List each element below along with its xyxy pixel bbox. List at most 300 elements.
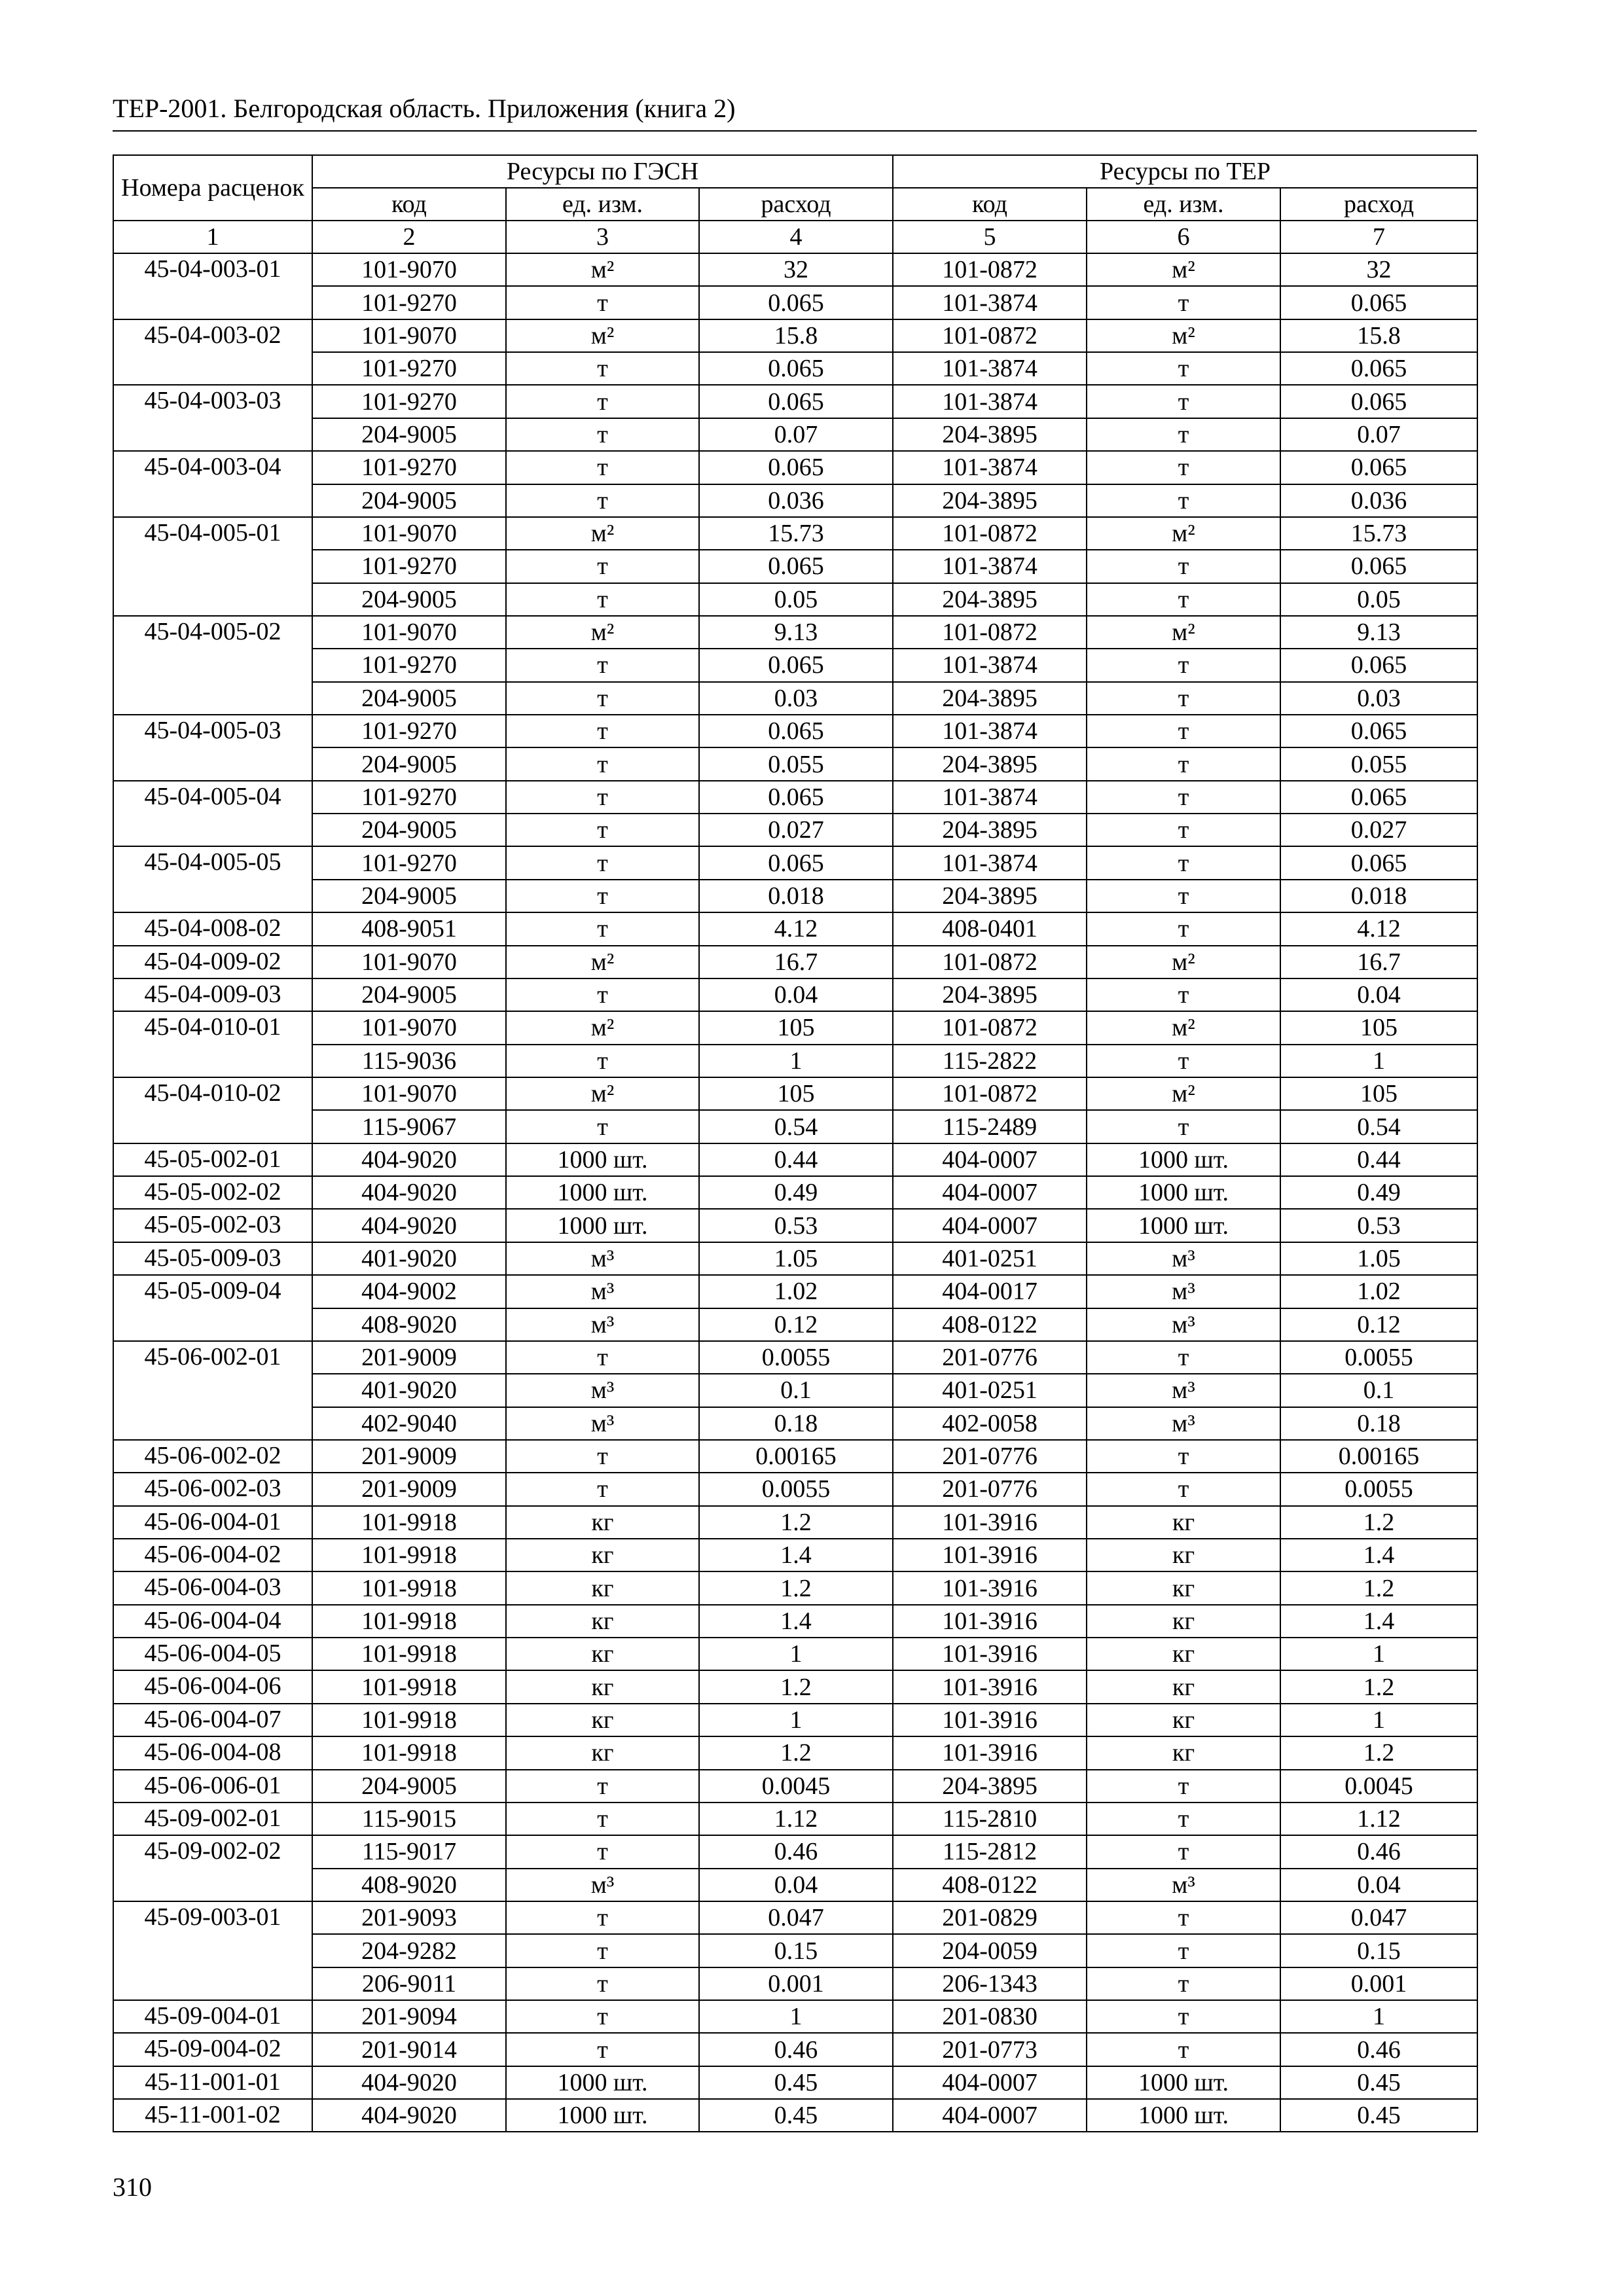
column-header-gesn-unit: ед. изм.	[506, 188, 699, 221]
rate-number-cell: 45-06-002-02	[113, 1440, 312, 1473]
table-row	[113, 1176, 1477, 1209]
gesn-code-cell: 204-9005	[312, 978, 506, 1011]
gesn-unit-cell: кг	[506, 1736, 699, 1769]
table-row	[113, 1901, 1477, 1934]
gesn-code-cell: 404-9020	[312, 2099, 506, 2132]
rate-number-cell: 45-04-005-04	[113, 781, 312, 847]
gesn-consumption-cell: 0.49	[699, 1176, 893, 1209]
gesn-code-cell: 101-9070	[312, 253, 506, 286]
table-row	[113, 747, 1477, 780]
ter-code-cell: 204-3895	[893, 747, 1087, 780]
header-rule	[113, 130, 1477, 132]
gesn-code-cell: 101-9270	[312, 451, 506, 484]
gesn-consumption-cell: 0.047	[699, 1901, 893, 1934]
ter-code-cell: 101-3916	[893, 1638, 1087, 1670]
table-row	[113, 517, 1477, 550]
gesn-unit-cell: кг	[506, 1670, 699, 1703]
gesn-consumption-cell: 0.18	[699, 1407, 893, 1440]
table-row	[113, 1374, 1477, 1407]
ter-consumption-cell: 0.54	[1280, 1110, 1477, 1143]
ter-code-cell: 101-3874	[893, 550, 1087, 583]
gesn-code-cell: 204-9282	[312, 1934, 506, 1967]
ter-consumption-cell: 1.2	[1280, 1571, 1477, 1604]
ter-code-cell: 101-3916	[893, 1539, 1087, 1571]
ter-code-cell: 101-0872	[893, 253, 1087, 286]
ter-code-cell: 404-0007	[893, 1143, 1087, 1176]
ter-unit-cell: т	[1087, 912, 1280, 945]
gesn-consumption-cell: 1.12	[699, 1803, 893, 1835]
gesn-unit-cell: т	[506, 1901, 699, 1934]
ter-code-cell: 204-3895	[893, 880, 1087, 912]
gesn-unit-cell: т	[506, 451, 699, 484]
gesn-consumption-cell: 0.0055	[699, 1473, 893, 1505]
ter-consumption-cell: 0.065	[1280, 451, 1477, 484]
ter-unit-cell: 1000 шт.	[1087, 2066, 1280, 2099]
gesn-unit-cell: т	[506, 2000, 699, 2033]
ter-code-cell: 101-3874	[893, 715, 1087, 747]
table-row	[113, 451, 1477, 484]
table-row	[113, 814, 1477, 846]
ter-consumption-cell: 32	[1280, 253, 1477, 286]
ter-code-cell: 115-2812	[893, 1835, 1087, 1868]
ter-code-cell: 206-1343	[893, 1967, 1087, 2000]
gesn-unit-cell: т	[506, 2033, 699, 2066]
gesn-consumption-cell: 1	[699, 1638, 893, 1670]
column-header-number: Номера расценок	[113, 155, 312, 221]
rate-number-cell: 45-04-009-02	[113, 946, 312, 978]
gesn-unit-cell: м²	[506, 946, 699, 978]
ter-unit-cell: т	[1087, 781, 1280, 814]
ter-consumption-cell: 0.15	[1280, 1934, 1477, 1967]
gesn-code-cell: 101-9270	[312, 649, 506, 681]
rate-number-cell: 45-04-010-01	[113, 1011, 312, 1077]
table-row	[113, 1967, 1477, 2000]
ter-consumption-cell: 0.065	[1280, 781, 1477, 814]
ter-unit-cell: т	[1087, 286, 1280, 319]
gesn-code-cell: 101-9270	[312, 550, 506, 583]
gesn-consumption-cell: 0.065	[699, 352, 893, 385]
ter-code-cell: 404-0007	[893, 1176, 1087, 1209]
gesn-consumption-cell: 1.02	[699, 1275, 893, 1308]
ter-unit-cell: т	[1087, 747, 1280, 780]
gesn-unit-cell: т	[506, 484, 699, 517]
table-row	[113, 1011, 1477, 1044]
column-number: 1	[113, 221, 312, 253]
ter-consumption-cell: 1.05	[1280, 1242, 1477, 1275]
gesn-consumption-cell: 0.065	[699, 550, 893, 583]
gesn-code-cell: 101-9070	[312, 319, 506, 352]
ter-consumption-cell: 0.065	[1280, 352, 1477, 385]
ter-consumption-cell: 4.12	[1280, 912, 1477, 945]
table-row	[113, 1077, 1477, 1110]
ter-consumption-cell: 0.46	[1280, 1835, 1477, 1868]
ter-unit-cell: т	[1087, 484, 1280, 517]
table-row	[113, 1110, 1477, 1143]
rate-number-cell: 45-05-009-03	[113, 1242, 312, 1275]
table-row	[113, 1473, 1477, 1505]
gesn-code-cell: 101-9918	[312, 1638, 506, 1670]
gesn-code-cell: 402-9040	[312, 1407, 506, 1440]
ter-code-cell: 404-0017	[893, 1275, 1087, 1308]
gesn-consumption-cell: 1.2	[699, 1571, 893, 1604]
gesn-code-cell: 101-9070	[312, 616, 506, 649]
ter-code-cell: 115-2810	[893, 1803, 1087, 1835]
gesn-unit-cell: т	[506, 286, 699, 319]
table-row	[113, 846, 1477, 879]
ter-unit-cell: т	[1087, 1473, 1280, 1505]
ter-consumption-cell: 105	[1280, 1011, 1477, 1044]
gesn-code-cell: 115-9017	[312, 1835, 506, 1868]
gesn-code-cell: 101-9070	[312, 946, 506, 978]
ter-unit-cell: 1000 шт.	[1087, 2099, 1280, 2132]
gesn-consumption-cell: 105	[699, 1077, 893, 1110]
ter-code-cell: 101-0872	[893, 1011, 1087, 1044]
gesn-code-cell: 204-9005	[312, 1770, 506, 1803]
gesn-unit-cell: т	[506, 1440, 699, 1473]
ter-unit-cell: 1000 шт.	[1087, 1176, 1280, 1209]
ter-consumption-cell: 1.2	[1280, 1670, 1477, 1703]
table-row	[113, 912, 1477, 945]
gesn-consumption-cell: 0.46	[699, 1835, 893, 1868]
gesn-unit-cell: м²	[506, 253, 699, 286]
gesn-unit-cell: т	[506, 418, 699, 451]
ter-consumption-cell: 0.065	[1280, 385, 1477, 418]
gesn-consumption-cell: 0.0055	[699, 1341, 893, 1374]
gesn-unit-cell: м³	[506, 1308, 699, 1341]
ter-consumption-cell: 0.12	[1280, 1308, 1477, 1341]
ter-consumption-cell: 1.12	[1280, 1803, 1477, 1835]
ter-consumption-cell: 0.001	[1280, 1967, 1477, 2000]
table-row	[113, 418, 1477, 451]
gesn-consumption-cell: 9.13	[699, 616, 893, 649]
table-row	[113, 1638, 1477, 1670]
column-header-ter: Ресурсы по ТЕР	[893, 155, 1477, 188]
gesn-code-cell: 201-9014	[312, 2033, 506, 2066]
gesn-consumption-cell: 0.065	[699, 846, 893, 879]
ter-unit-cell: т	[1087, 451, 1280, 484]
gesn-unit-cell: кг	[506, 1571, 699, 1604]
gesn-consumption-cell: 0.065	[699, 715, 893, 747]
gesn-code-cell: 115-9036	[312, 1045, 506, 1077]
column-numbers-row	[113, 221, 1477, 253]
gesn-consumption-cell: 0.001	[699, 1967, 893, 2000]
table-row	[113, 2033, 1477, 2066]
ter-unit-cell: м²	[1087, 517, 1280, 550]
table-row	[113, 1835, 1477, 1868]
gesn-unit-cell: кг	[506, 1638, 699, 1670]
ter-unit-cell: т	[1087, 2033, 1280, 2066]
gesn-consumption-cell: 0.46	[699, 2033, 893, 2066]
ter-consumption-cell: 0.0045	[1280, 1770, 1477, 1803]
ter-consumption-cell: 0.0055	[1280, 1341, 1477, 1374]
ter-unit-cell: т	[1087, 1835, 1280, 1868]
gesn-code-cell: 101-9270	[312, 846, 506, 879]
ter-code-cell: 101-3874	[893, 649, 1087, 681]
ter-unit-cell: т	[1087, 1901, 1280, 1934]
ter-consumption-cell: 0.45	[1280, 2066, 1477, 2099]
rate-number-cell: 45-06-004-02	[113, 1539, 312, 1571]
column-header-gesn-code: код	[312, 188, 506, 221]
ter-consumption-cell: 0.055	[1280, 747, 1477, 780]
gesn-unit-cell: 1000 шт.	[506, 1143, 699, 1176]
ter-unit-cell: м²	[1087, 319, 1280, 352]
ter-code-cell: 101-3916	[893, 1704, 1087, 1736]
gesn-consumption-cell: 0.065	[699, 649, 893, 681]
gesn-unit-cell: кг	[506, 1539, 699, 1571]
ter-code-cell: 204-3895	[893, 978, 1087, 1011]
ter-consumption-cell: 0.18	[1280, 1407, 1477, 1440]
rate-number-cell: 45-04-010-02	[113, 1077, 312, 1143]
gesn-consumption-cell: 0.54	[699, 1110, 893, 1143]
rate-number-cell: 45-06-004-05	[113, 1638, 312, 1670]
gesn-code-cell: 408-9020	[312, 1308, 506, 1341]
table-row	[113, 1308, 1477, 1341]
ter-code-cell: 401-0251	[893, 1242, 1087, 1275]
gesn-consumption-cell: 0.018	[699, 880, 893, 912]
rate-number-cell: 45-04-005-02	[113, 616, 312, 715]
ter-unit-cell: т	[1087, 682, 1280, 715]
ter-consumption-cell: 0.047	[1280, 1901, 1477, 1934]
table-row	[113, 1275, 1477, 1308]
gesn-consumption-cell: 16.7	[699, 946, 893, 978]
ter-unit-cell: 1000 шт.	[1087, 1143, 1280, 1176]
ter-code-cell: 408-0122	[893, 1308, 1087, 1341]
ter-code-cell: 101-3874	[893, 352, 1087, 385]
gesn-code-cell: 204-9005	[312, 747, 506, 780]
gesn-code-cell: 101-9918	[312, 1704, 506, 1736]
ter-unit-cell: м²	[1087, 253, 1280, 286]
gesn-unit-cell: т	[506, 747, 699, 780]
ter-code-cell: 101-0872	[893, 517, 1087, 550]
gesn-unit-cell: м²	[506, 616, 699, 649]
ter-code-cell: 101-3916	[893, 1571, 1087, 1604]
gesn-unit-cell: т	[506, 715, 699, 747]
gesn-code-cell: 101-9918	[312, 1506, 506, 1539]
gesn-code-cell: 404-9020	[312, 1176, 506, 1209]
gesn-consumption-cell: 0.065	[699, 781, 893, 814]
table-row	[113, 286, 1477, 319]
table-row	[113, 1934, 1477, 1967]
ter-code-cell: 201-0830	[893, 2000, 1087, 2033]
ter-unit-cell: 1000 шт.	[1087, 1209, 1280, 1242]
table-row	[113, 1736, 1477, 1769]
rate-number-cell: 45-04-003-03	[113, 385, 312, 451]
table-row	[113, 2000, 1477, 2033]
rate-number-cell: 45-11-001-01	[113, 2066, 312, 2099]
gesn-consumption-cell: 1.4	[699, 1539, 893, 1571]
ter-code-cell: 115-2489	[893, 1110, 1087, 1143]
gesn-consumption-cell: 0.45	[699, 2066, 893, 2099]
gesn-consumption-cell: 1.4	[699, 1605, 893, 1638]
gesn-code-cell: 201-9009	[312, 1473, 506, 1505]
rate-number-cell: 45-04-008-02	[113, 912, 312, 945]
ter-unit-cell: кг	[1087, 1539, 1280, 1571]
table-row	[113, 649, 1477, 681]
rate-number-cell: 45-11-001-02	[113, 2099, 312, 2132]
gesn-unit-cell: м³	[506, 1869, 699, 1901]
gesn-unit-cell: т	[506, 1803, 699, 1835]
ter-code-cell: 408-0401	[893, 912, 1087, 945]
table-row	[113, 484, 1477, 517]
gesn-consumption-cell: 0.03	[699, 682, 893, 715]
rate-number-cell: 45-06-002-01	[113, 1341, 312, 1440]
ter-unit-cell: кг	[1087, 1571, 1280, 1604]
table-row	[113, 2099, 1477, 2132]
table-row	[113, 253, 1477, 286]
page-header: ТЕР-2001. Белгородская область. Приложения (книга 2)	[113, 94, 736, 123]
ter-consumption-cell: 0.46	[1280, 2033, 1477, 2066]
gesn-code-cell: 101-9918	[312, 1670, 506, 1703]
gesn-code-cell: 201-9093	[312, 1901, 506, 1934]
ter-unit-cell: т	[1087, 1045, 1280, 1077]
table-row	[113, 2066, 1477, 2099]
gesn-unit-cell: т	[506, 1341, 699, 1374]
ter-code-cell: 101-3916	[893, 1670, 1087, 1703]
gesn-unit-cell: т	[506, 1770, 699, 1803]
gesn-unit-cell: т	[506, 352, 699, 385]
ter-consumption-cell: 16.7	[1280, 946, 1477, 978]
ter-unit-cell: кг	[1087, 1506, 1280, 1539]
ter-unit-cell: т	[1087, 352, 1280, 385]
ter-unit-cell: т	[1087, 715, 1280, 747]
gesn-unit-cell: т	[506, 1835, 699, 1868]
ter-code-cell: 204-3895	[893, 418, 1087, 451]
rate-number-cell: 45-06-006-01	[113, 1770, 312, 1803]
column-header-gesn: Ресурсы по ГЭСН	[312, 155, 893, 188]
rate-number-cell: 45-06-004-04	[113, 1605, 312, 1638]
ter-consumption-cell: 105	[1280, 1077, 1477, 1110]
gesn-consumption-cell: 0.027	[699, 814, 893, 846]
ter-code-cell: 101-3874	[893, 781, 1087, 814]
gesn-unit-cell: м³	[506, 1275, 699, 1308]
gesn-consumption-cell: 0.12	[699, 1308, 893, 1341]
ter-code-cell: 201-0776	[893, 1440, 1087, 1473]
gesn-unit-cell: 1000 шт.	[506, 2066, 699, 2099]
ter-unit-cell: м³	[1087, 1374, 1280, 1407]
table-row	[113, 616, 1477, 649]
gesn-consumption-cell: 1.2	[699, 1670, 893, 1703]
rate-number-cell: 45-04-005-01	[113, 517, 312, 616]
table-row	[113, 385, 1477, 418]
table-row	[113, 1539, 1477, 1571]
gesn-unit-cell: т	[506, 583, 699, 616]
ter-unit-cell: м³	[1087, 1242, 1280, 1275]
ter-unit-cell: м³	[1087, 1308, 1280, 1341]
gesn-consumption-cell: 15.73	[699, 517, 893, 550]
ter-consumption-cell: 0.065	[1280, 715, 1477, 747]
ter-unit-cell: кг	[1087, 1736, 1280, 1769]
gesn-code-cell: 101-9070	[312, 517, 506, 550]
ter-consumption-cell: 0.04	[1280, 978, 1477, 1011]
ter-consumption-cell: 0.04	[1280, 1869, 1477, 1901]
ter-consumption-cell: 1.4	[1280, 1539, 1477, 1571]
ter-code-cell: 101-0872	[893, 319, 1087, 352]
ter-consumption-cell: 9.13	[1280, 616, 1477, 649]
ter-unit-cell: м³	[1087, 1407, 1280, 1440]
gesn-code-cell: 206-9011	[312, 1967, 506, 2000]
gesn-unit-cell: м³	[506, 1242, 699, 1275]
ter-consumption-cell: 0.0055	[1280, 1473, 1477, 1505]
gesn-consumption-cell: 0.44	[699, 1143, 893, 1176]
rate-number-cell: 45-09-003-01	[113, 1901, 312, 2000]
ter-unit-cell: кг	[1087, 1605, 1280, 1638]
ter-consumption-cell: 1	[1280, 1045, 1477, 1077]
gesn-code-cell: 204-9005	[312, 814, 506, 846]
gesn-consumption-cell: 1.2	[699, 1736, 893, 1769]
ter-code-cell: 201-0773	[893, 2033, 1087, 2066]
rate-number-cell: 45-05-002-03	[113, 1209, 312, 1242]
ter-consumption-cell: 1.02	[1280, 1275, 1477, 1308]
table-row	[113, 1341, 1477, 1374]
gesn-consumption-cell: 0.45	[699, 2099, 893, 2132]
gesn-consumption-cell: 1.2	[699, 1506, 893, 1539]
rate-number-cell: 45-04-003-01	[113, 253, 312, 319]
ter-code-cell: 204-3895	[893, 484, 1087, 517]
ter-consumption-cell: 1	[1280, 2000, 1477, 2033]
gesn-code-cell: 101-9270	[312, 352, 506, 385]
rate-number-cell: 45-04-005-05	[113, 846, 312, 912]
ter-consumption-cell: 0.027	[1280, 814, 1477, 846]
ter-code-cell: 204-3895	[893, 1770, 1087, 1803]
rate-number-cell: 45-09-002-02	[113, 1835, 312, 1901]
ter-consumption-cell: 0.00165	[1280, 1440, 1477, 1473]
ter-consumption-cell: 0.065	[1280, 286, 1477, 319]
column-number: 6	[1087, 221, 1280, 253]
gesn-unit-cell: м³	[506, 1374, 699, 1407]
ter-consumption-cell: 0.03	[1280, 682, 1477, 715]
gesn-code-cell: 401-9020	[312, 1374, 506, 1407]
gesn-unit-cell: т	[506, 649, 699, 681]
table-row	[113, 880, 1477, 912]
gesn-unit-cell: т	[506, 1934, 699, 1967]
gesn-code-cell: 101-9918	[312, 1736, 506, 1769]
gesn-code-cell: 404-9020	[312, 2066, 506, 2099]
ter-consumption-cell: 0.53	[1280, 1209, 1477, 1242]
ter-unit-cell: т	[1087, 583, 1280, 616]
table-row	[113, 1803, 1477, 1835]
ter-unit-cell: т	[1087, 1440, 1280, 1473]
table-row	[113, 715, 1477, 747]
gesn-code-cell: 115-9015	[312, 1803, 506, 1835]
gesn-unit-cell: кг	[506, 1704, 699, 1736]
gesn-unit-cell: т	[506, 550, 699, 583]
gesn-consumption-cell: 0.1	[699, 1374, 893, 1407]
column-number: 7	[1280, 221, 1477, 253]
gesn-code-cell: 101-9270	[312, 781, 506, 814]
ter-code-cell: 101-3874	[893, 286, 1087, 319]
rate-number-cell: 45-09-004-01	[113, 2000, 312, 2033]
gesn-code-cell: 201-9009	[312, 1341, 506, 1374]
rate-number-cell: 45-04-005-03	[113, 715, 312, 781]
ter-code-cell: 101-0872	[893, 616, 1087, 649]
gesn-code-cell: 204-9005	[312, 880, 506, 912]
ter-unit-cell: т	[1087, 1934, 1280, 1967]
gesn-unit-cell: т	[506, 880, 699, 912]
column-header-ter-unit: ед. изм.	[1087, 188, 1280, 221]
table-row	[113, 1605, 1477, 1638]
table-row	[113, 946, 1477, 978]
rate-number-cell: 45-04-009-03	[113, 978, 312, 1011]
ter-unit-cell: т	[1087, 550, 1280, 583]
rate-number-cell: 45-06-004-01	[113, 1506, 312, 1539]
ter-consumption-cell: 1.2	[1280, 1736, 1477, 1769]
rate-number-cell: 45-06-004-08	[113, 1736, 312, 1769]
ter-unit-cell: т	[1087, 1110, 1280, 1143]
gesn-consumption-cell: 4.12	[699, 912, 893, 945]
ter-code-cell: 408-0122	[893, 1869, 1087, 1901]
gesn-consumption-cell: 0.065	[699, 385, 893, 418]
gesn-consumption-cell: 0.05	[699, 583, 893, 616]
